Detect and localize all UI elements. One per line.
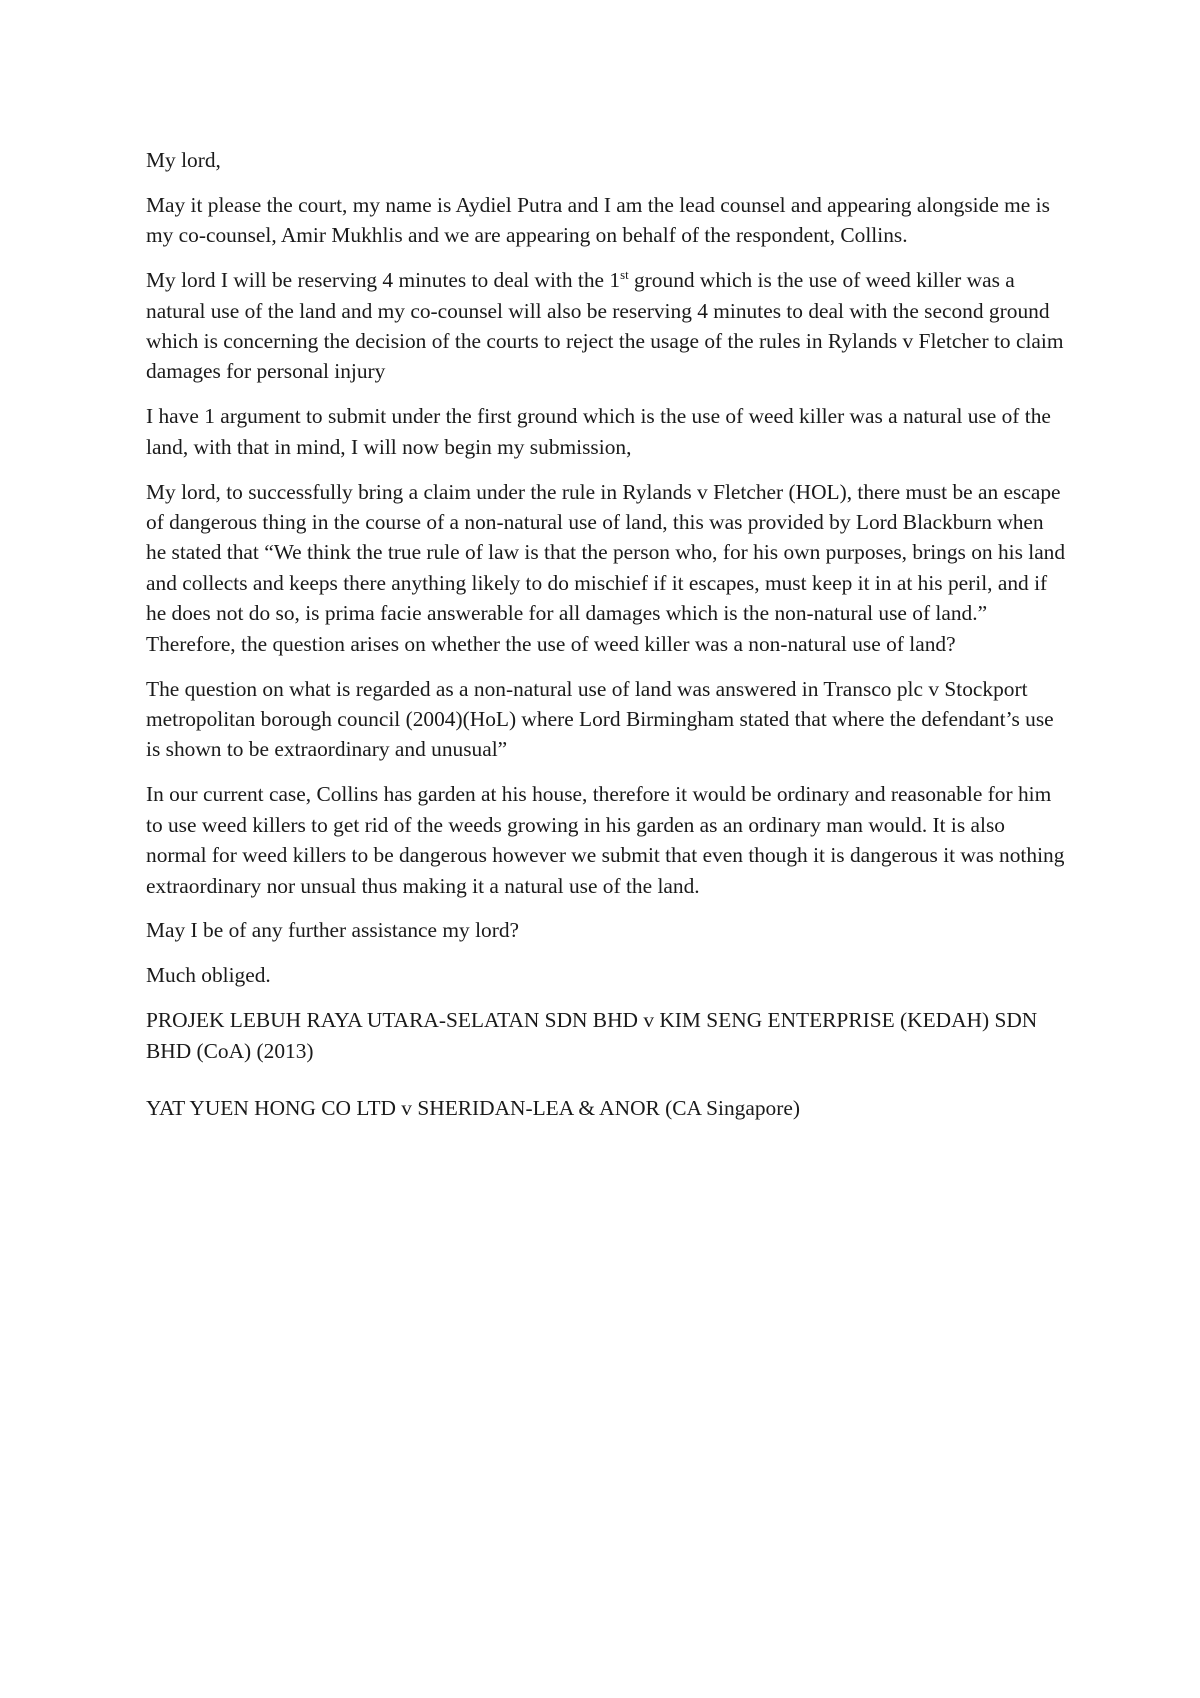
paragraph-introduction: May it please the court, my name is Aydiel Putra and I am the lead counsel and appearing alongside me is my co-counsel, Amir Mukhlis and we are appearing on behalf of the respondent, Collins.	[146, 192, 1050, 248]
ordinal-superscript: st	[620, 268, 629, 283]
paragraph-assistance: May I be of any further assistance my lord?	[146, 918, 520, 943]
paragraph-obliged: Much obliged.	[146, 963, 271, 988]
reservation-text-end: ground which is the use of weed killer was a natural use of the land and my co-counsel will also be reserving 4 minutes to deal with the second ground which is concerning the decision of the courts to reject the usage of the rules in Rylands v Fletcher to claim damages for personal injury	[146, 268, 1064, 384]
reservation-text-start: My lord I will be reserving 4 minutes to deal with the 1	[146, 268, 621, 293]
paragraph-argument: I have 1 argument to submit under the first ground which is the use of weed killer was a natural use of the land, with that in mind, I will now begin my submission,	[146, 404, 1051, 459]
paragraph-current-case: In our current case, Collins has garden at his house, therefore it would be ordinary and reasonable for him to use weed killers to get rid of the weeds growing in his garden as an ordinary man would. It is also normal for weed killers to be dangerous however we submit that even though it is dangerous it was nothing extraordinary nor unsual thus making it a natural use of the land.	[146, 782, 1065, 898]
case-reference-1: PROJEK LEBUH RAYA UTARA-SELATAN SDN BHD v KIM SENG ENTERPRISE (KEDAH) SDN BHD (CoA) (2013)	[146, 1008, 1038, 1063]
document-body	[146, 145, 1066, 1138]
paragraph-transco: The question on what is regarded as a non-natural use of land was answered in Transco plc v Stockport metropolitan borough council (2004)(HoL) where Lord Birmingham stated that where the defendant’s use is shown to be extraordinary and unusual”	[146, 676, 1054, 762]
case-reference-2: YAT YUEN HONG CO LTD v SHERIDAN-LEA & ANOR (CA Singapore)	[146, 1096, 800, 1121]
salutation: My lord,	[146, 148, 221, 172]
paragraph-reservation	[146, 265, 1066, 387]
paragraph-rule: My lord, to successfully bring a claim under the rule in Rylands v Fletcher (HOL), there must be an escape of dangerous thing in the course of a non-natural use of land, this was provided by Lord Blackburn when he stated that “We think the true rule of law is that the person who, for his own purposes, brings on his land and collects and keeps there anything likely to do mischief if it escapes, must keep it in at his peril, and if he does not do so, is prima facie answerable for all damages which is the non-natural use of land.” Therefore, the question arises on whether the use of weed killer was a non-natural use of land?	[146, 479, 1066, 656]
